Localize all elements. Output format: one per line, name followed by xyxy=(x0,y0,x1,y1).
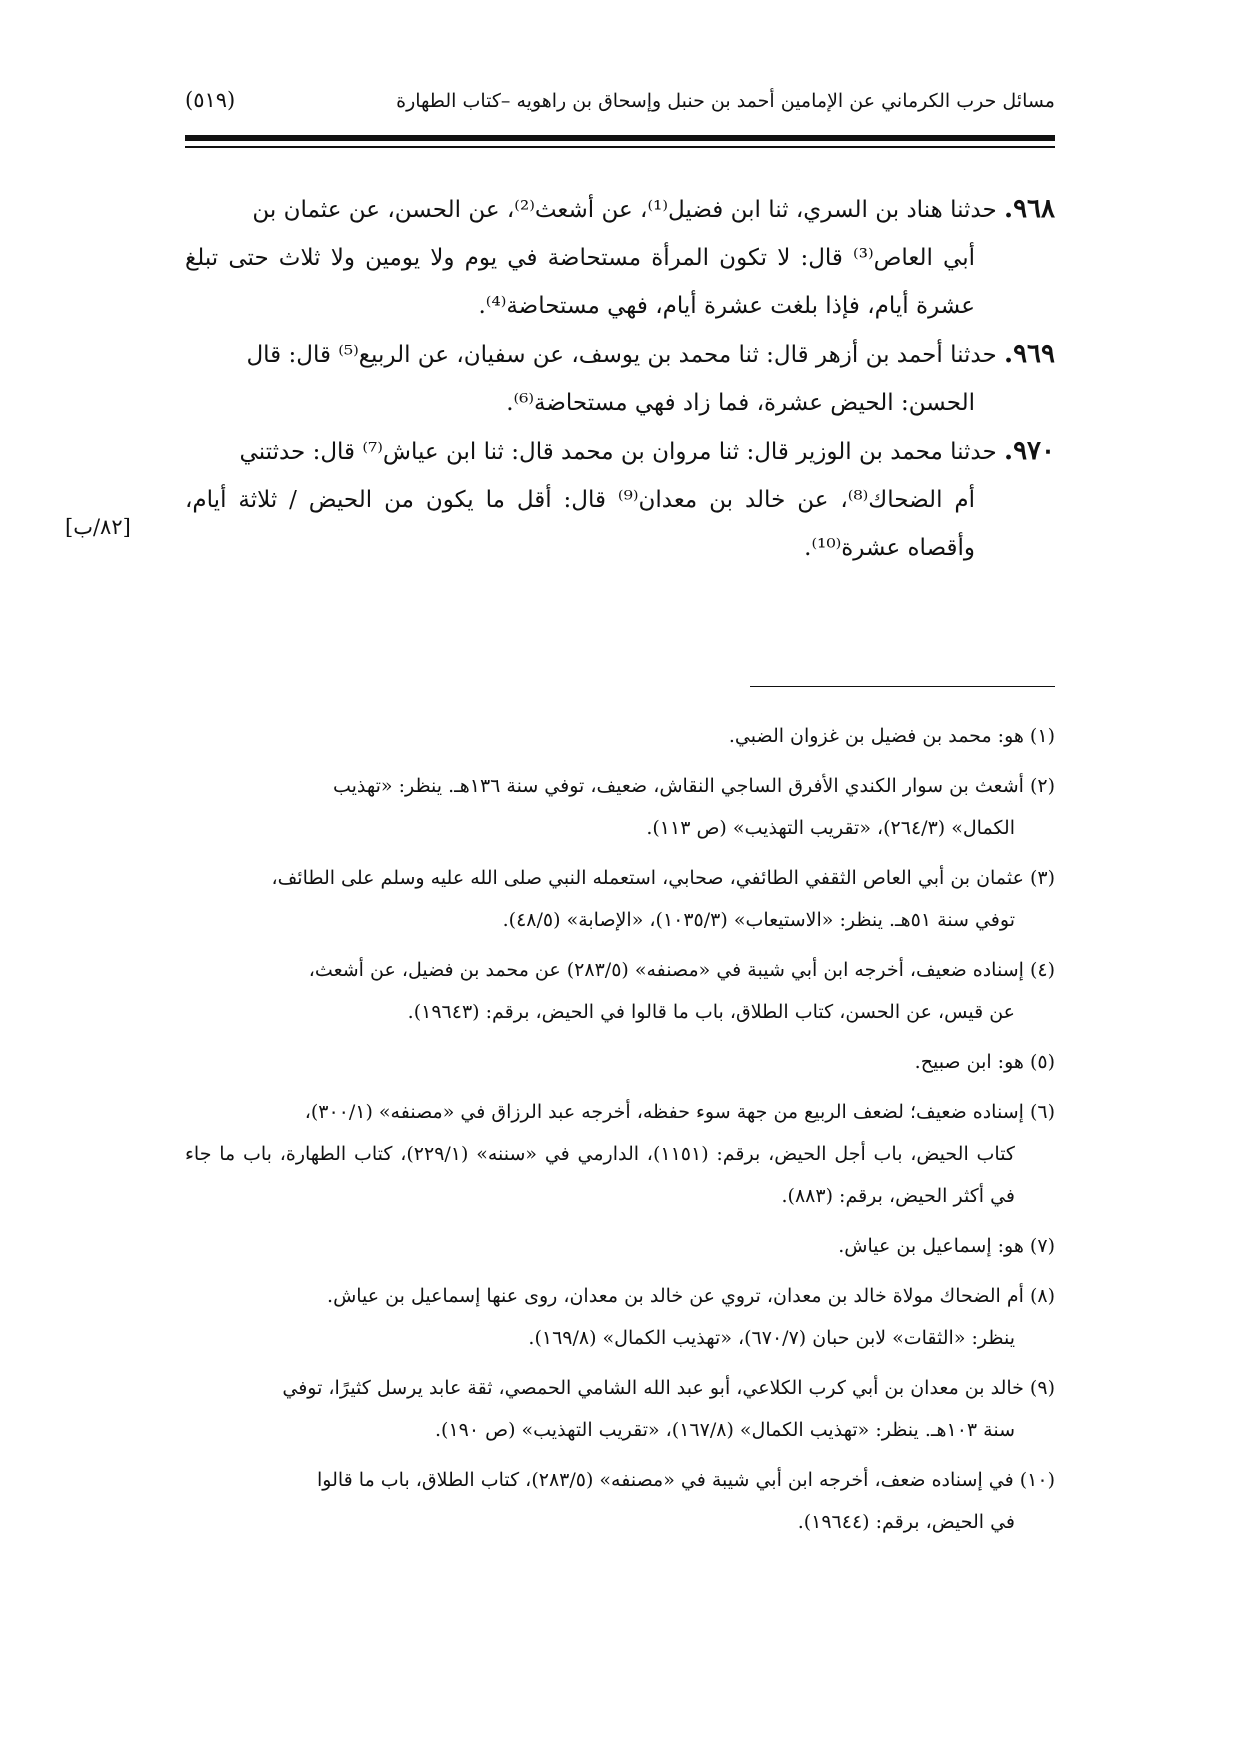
hadith-item xyxy=(185,427,1055,572)
hadith-number: ٩٦٨. xyxy=(1004,194,1055,224)
footnote-text: (١٠) في إسناده ضعف، أخرجه ابن أبي شيبة في «مصنفه» (٢٨٣/٥)، كتاب الطلاق، باب ما قالوا xyxy=(316,1469,1055,1491)
hadith-continuation: الحسن: الحيض عشرة، فما زاد فهي مستحاضة⁽⁶⁾. xyxy=(506,390,975,416)
hadith-continuation: أبي العاص⁽³⁾ قال: لا تكون المرأة مستحاضة في يوم ولا يومين ولا ثلاث حتى تبلغ عشرة أيام، فإذا بلغت عشرة أيام، فهي مستحاضة⁽⁴⁾. xyxy=(185,245,975,319)
footnote-text: (١) هو: محمد بن فضيل بن غزوان الضبي. xyxy=(728,725,1055,747)
footnote-item xyxy=(185,857,1055,941)
footnote-continuation: كتاب الحيض، باب أجل الحيض، برقم: (١١٥١)، الدارمي في «سننه» (٢٢٩/١)، كتاب الطهارة، باب ما جاء في أكثر الحيض، برقم: (٨٨٣). xyxy=(185,1143,1015,1207)
footnote-text: (٨) أم الضحاك مولاة خالد بن معدان، تروي عن خالد بن معدان، روى عنها إسماعيل بن عياش. xyxy=(327,1285,1055,1307)
footnote-text: (٦) إسناده ضعيف؛ لضعف الربيع من جهة سوء حفظه، أخرجه عبد الرزاق في «مصنفه» (٣٠٠/١)، xyxy=(304,1101,1055,1123)
hadith-first-line xyxy=(185,330,1055,379)
footnote-text: (٩) خالد بن معدان بن أبي كرب الكلاعي، أبو عبد الله الشامي الحمصي، ثقة عابد يرسل كثيرًا، توفي xyxy=(282,1377,1055,1399)
hadith-text: حدثنا هناد بن السري، ثنا ابن فضيل⁽¹⁾، عن أشعث⁽²⁾، عن الحسن، عن عثمان بن xyxy=(252,197,997,223)
footnote-continuation: ينظر: «الثقات» لابن حبان (٦٧٠/٧)، «تهذيب الكمال» (١٦٩/٨). xyxy=(528,1327,1015,1349)
footnote-text: (٤) إسناده ضعيف، أخرجه ابن أبي شيبة في «مصنفه» (٢٨٣/٥) عن محمد بن فضيل، عن أشعث، xyxy=(308,959,1055,981)
hadith-item xyxy=(185,330,1055,427)
footnote-continuation: الكمال» (٢٦٤/٣)، «تقريب التهذيب» (ص ١١٣). xyxy=(646,817,1015,839)
footnote-continuation: سنة ١٠٣هـ. ينظر: «تهذيب الكمال» (١٦٧/٨)، «تقريب التهذيب» (ص ١٩٠). xyxy=(434,1419,1015,1441)
footnote-item xyxy=(185,1459,1055,1543)
footnote-continuation: توفي سنة ٥١هـ. ينظر: «الاستيعاب» (١٠٣٥/٣)، «الإصابة» (٤٨/٥). xyxy=(502,909,1015,931)
footnote-list xyxy=(185,715,1055,1551)
hadith-list xyxy=(185,185,1055,572)
hadith-continuation: أم الضحاك⁽⁸⁾، عن خالد بن معدان⁽⁹⁾ قال: أقل ما يكون من الحيض / ثلاثة أيام، وأقصاه عشرة⁽¹⁰⁾. xyxy=(185,487,976,561)
hadith-number: ٩٦٩. xyxy=(1004,339,1055,369)
hadith-first-line xyxy=(185,185,1055,234)
footnote-text: (٧) هو: إسماعيل بن عياش. xyxy=(838,1235,1055,1257)
footnote-text: (٣) عثمان بن أبي العاص الثقفي الطائفي، صحابي، استعمله النبي صلى الله عليه وسلم على الطائف، xyxy=(271,867,1055,889)
page-header xyxy=(185,88,1055,128)
footnote-text: (٥) هو: ابن صبيح. xyxy=(914,1051,1055,1073)
footnote-item xyxy=(185,765,1055,849)
hadith-first-line xyxy=(185,427,1055,476)
header-rule-thick xyxy=(185,135,1055,141)
footnote-item xyxy=(185,949,1055,1033)
footnote-text: (٢) أشعث بن سوار الكندي الأفرق الساجي النقاش، ضعيف، توفي سنة ١٣٦هـ. ينظر: «تهذيب xyxy=(332,775,1055,797)
hadith-item xyxy=(185,185,1055,330)
header-rule-thin xyxy=(185,146,1055,148)
page-number: (٥١٩) xyxy=(185,88,236,112)
hadith-text: حدثنا محمد بن الوزير قال: ثنا مروان بن محمد قال: ثنا ابن عياش⁽⁷⁾ قال: حدثتني xyxy=(239,439,997,465)
footnote-continuation: في الحيض، برقم: (١٩٦٤٤). xyxy=(797,1511,1015,1533)
manuscript-folio-marker: [٨٢/ب] xyxy=(65,515,131,539)
running-title: مسائل حرب الكرماني عن الإمامين أحمد بن حنبل وإسحاق بن راهويه –كتاب الطهارة xyxy=(396,90,1055,112)
footnote-item xyxy=(185,715,1055,757)
footnote-item xyxy=(185,1275,1055,1359)
hadith-text: حدثنا أحمد بن أزهر قال: ثنا محمد بن يوسف، عن سفيان، عن الربيع⁽⁵⁾ قال: قال xyxy=(246,342,997,368)
footnote-item xyxy=(185,1091,1055,1217)
footnote-separator xyxy=(750,686,1055,687)
footnote-item xyxy=(185,1367,1055,1451)
footnote-item xyxy=(185,1225,1055,1267)
footnote-item xyxy=(185,1041,1055,1083)
footnote-continuation: عن قيس، عن الحسن، كتاب الطلاق، باب ما قالوا في الحيض، برقم: (١٩٦٤٣). xyxy=(407,1001,1015,1023)
hadith-number: ٩٧٠. xyxy=(1004,436,1055,466)
